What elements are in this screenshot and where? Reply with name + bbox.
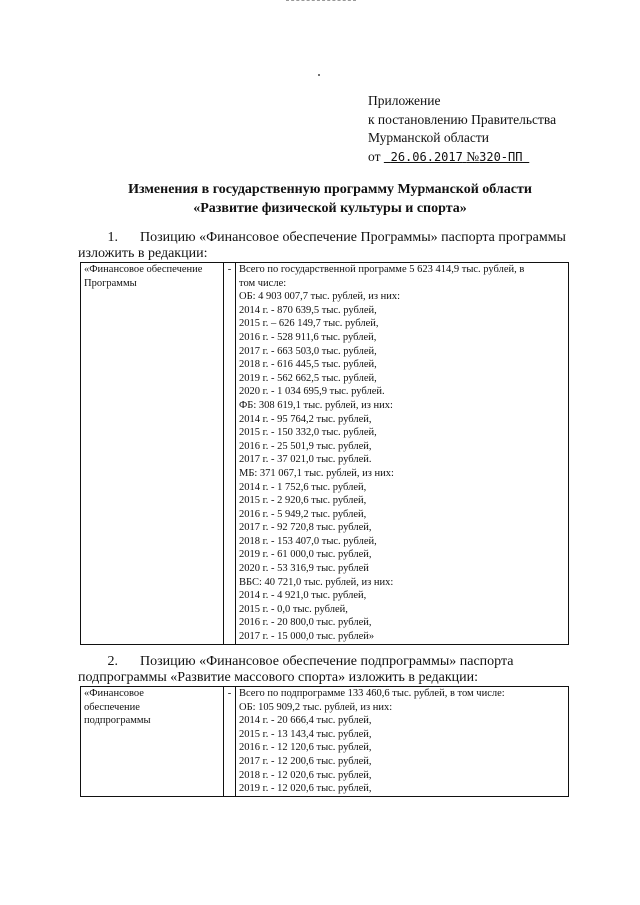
table-row: ФБ: 308 619,1 тыс. рублей, из них: bbox=[239, 399, 393, 411]
section-1-text bbox=[78, 230, 598, 262]
appendix-line-1: Приложение bbox=[368, 93, 441, 108]
table-row: 2016 г. - 20 800,0 тыс. рублей, bbox=[239, 617, 372, 629]
section-2-line-1: Позицию «Финансовое обеспечение подпрограммы» паспорта bbox=[140, 654, 514, 669]
scan-top-mark bbox=[286, 0, 356, 3]
title-line-1: Изменения в государственную программу Мурманской области bbox=[128, 182, 532, 197]
table-row: 2015 г. - 2 920,6 тыс. рублей, bbox=[239, 495, 367, 507]
section-2-label bbox=[81, 687, 224, 797]
table-row: 2020 г. - 53 316,9 тыс. рублей bbox=[239, 563, 369, 575]
table-row: 2017 г. - 92 720,8 тыс. рублей, bbox=[239, 522, 372, 534]
appendix-line-2: к постановлению Правительства bbox=[368, 111, 557, 127]
section-2-label-line: подпрограммы bbox=[84, 715, 151, 727]
table-row: 2016 г. - 5 949,2 тыс. рублей, bbox=[239, 508, 367, 520]
section-2-dash: - bbox=[224, 687, 236, 797]
appendix-line-3: Мурманской области bbox=[368, 130, 489, 145]
section-1-dash: - bbox=[224, 263, 236, 645]
section-2-line-2: подпрограммы «Развитие массового спорта» изложить в редакции: bbox=[78, 670, 479, 685]
table-row: 2019 г. - 12 020,6 тыс. рублей, bbox=[239, 783, 372, 795]
table-row: 2018 г. - 12 020,6 тыс. рублей, bbox=[239, 769, 372, 781]
appendix-date-line bbox=[368, 148, 556, 167]
section-1-number: 1. bbox=[107, 230, 118, 245]
scan-dot bbox=[318, 74, 320, 76]
section-2-number: 2. bbox=[107, 654, 118, 669]
table-row: 2019 г. - 61 000,0 тыс. рублей, bbox=[239, 549, 372, 561]
number-sign: № bbox=[466, 148, 480, 164]
table-row: 2015 г. - 150 332,0 тыс. рублей, bbox=[239, 427, 377, 439]
table-row: 2016 г. - 12 120,6 тыс. рублей, bbox=[239, 742, 372, 754]
section-1-label: «Финансовое обеспечение Программы bbox=[81, 263, 224, 645]
table-row: 2017 г. - 37 021,0 тыс. рублей. bbox=[239, 454, 372, 466]
table-row: том числе: bbox=[239, 277, 287, 289]
table-row: 2015 г. – 626 149,7 тыс. рублей, bbox=[239, 318, 379, 330]
table-row: 2016 г. - 528 911,6 тыс. рублей, bbox=[239, 331, 377, 343]
document-date: 26.06.2017 bbox=[390, 149, 463, 164]
table-row: МБ: 371 067,1 тыс. рублей, из них: bbox=[239, 467, 394, 479]
section-2-label-line: обеспечение bbox=[84, 701, 140, 713]
table-row: 2017 г. - 15 000,0 тыс. рублей» bbox=[239, 631, 375, 643]
table-row: ВБС: 40 721,0 тыс. рублей, из них: bbox=[239, 576, 394, 588]
table-row: Всего по государственной программе 5 623 414,9 тыс. рублей, в bbox=[239, 264, 525, 275]
table-row: ОБ: 4 903 007,7 тыс. рублей, из них: bbox=[239, 291, 401, 303]
section-2-table bbox=[80, 686, 569, 797]
table-row: 2015 г. - 0,0 тыс. рублей, bbox=[239, 603, 348, 615]
date-prefix: от bbox=[368, 148, 381, 164]
title-line-2: «Развитие физической культуры и спорта» bbox=[193, 201, 467, 216]
section-1-line-2: изложить в редакции: bbox=[78, 246, 208, 261]
section-2-text bbox=[78, 654, 598, 686]
table-row: ОБ: 105 909,2 тыс. рублей, из них: bbox=[239, 701, 393, 713]
table-row: 2018 г. - 616 445,5 тыс. рублей, bbox=[239, 359, 377, 371]
section-2-values bbox=[236, 687, 569, 797]
section-1-line-1: Позицию «Финансовое обеспечение Программы» паспорта программы bbox=[140, 230, 566, 245]
table-row: 2018 г. - 153 407,0 тыс. рублей, bbox=[239, 535, 377, 547]
table-row: 2014 г. - 1 752,6 тыс. рублей, bbox=[239, 481, 367, 493]
table-row: Всего по подпрограмме 133 460,6 тыс. рублей, в том числе: bbox=[239, 688, 505, 699]
table-row: 2014 г. - 870 639,5 тыс. рублей, bbox=[239, 304, 377, 316]
table-row: 2016 г. - 25 501,9 тыс. рублей, bbox=[239, 440, 372, 452]
document-number: 320-ПП bbox=[479, 149, 523, 164]
table-row: 2014 г. - 20 666,4 тыс. рублей, bbox=[239, 715, 372, 727]
table-row: 2014 г. - 95 764,2 тыс. рублей, bbox=[239, 413, 372, 425]
table-row: 2015 г. - 13 143,4 тыс. рублей, bbox=[239, 728, 372, 740]
section-2-label-line: «Финансовое bbox=[84, 688, 144, 699]
appendix-header bbox=[368, 92, 556, 166]
table-row: 2017 г. - 12 200,6 тыс. рублей, bbox=[239, 755, 372, 767]
table-row: 2017 г. - 663 503,0 тыс. рублей, bbox=[239, 345, 377, 357]
table-row: 2014 г. - 4 921,0 тыс. рублей, bbox=[239, 590, 367, 602]
table-row: 2019 г. - 562 662,5 тыс. рублей, bbox=[239, 372, 377, 384]
document-title bbox=[80, 180, 580, 218]
section-1-values bbox=[236, 263, 569, 645]
section-1-table bbox=[80, 262, 569, 645]
table-row: 2020 г. - 1 034 695,9 тыс. рублей. bbox=[239, 386, 385, 398]
